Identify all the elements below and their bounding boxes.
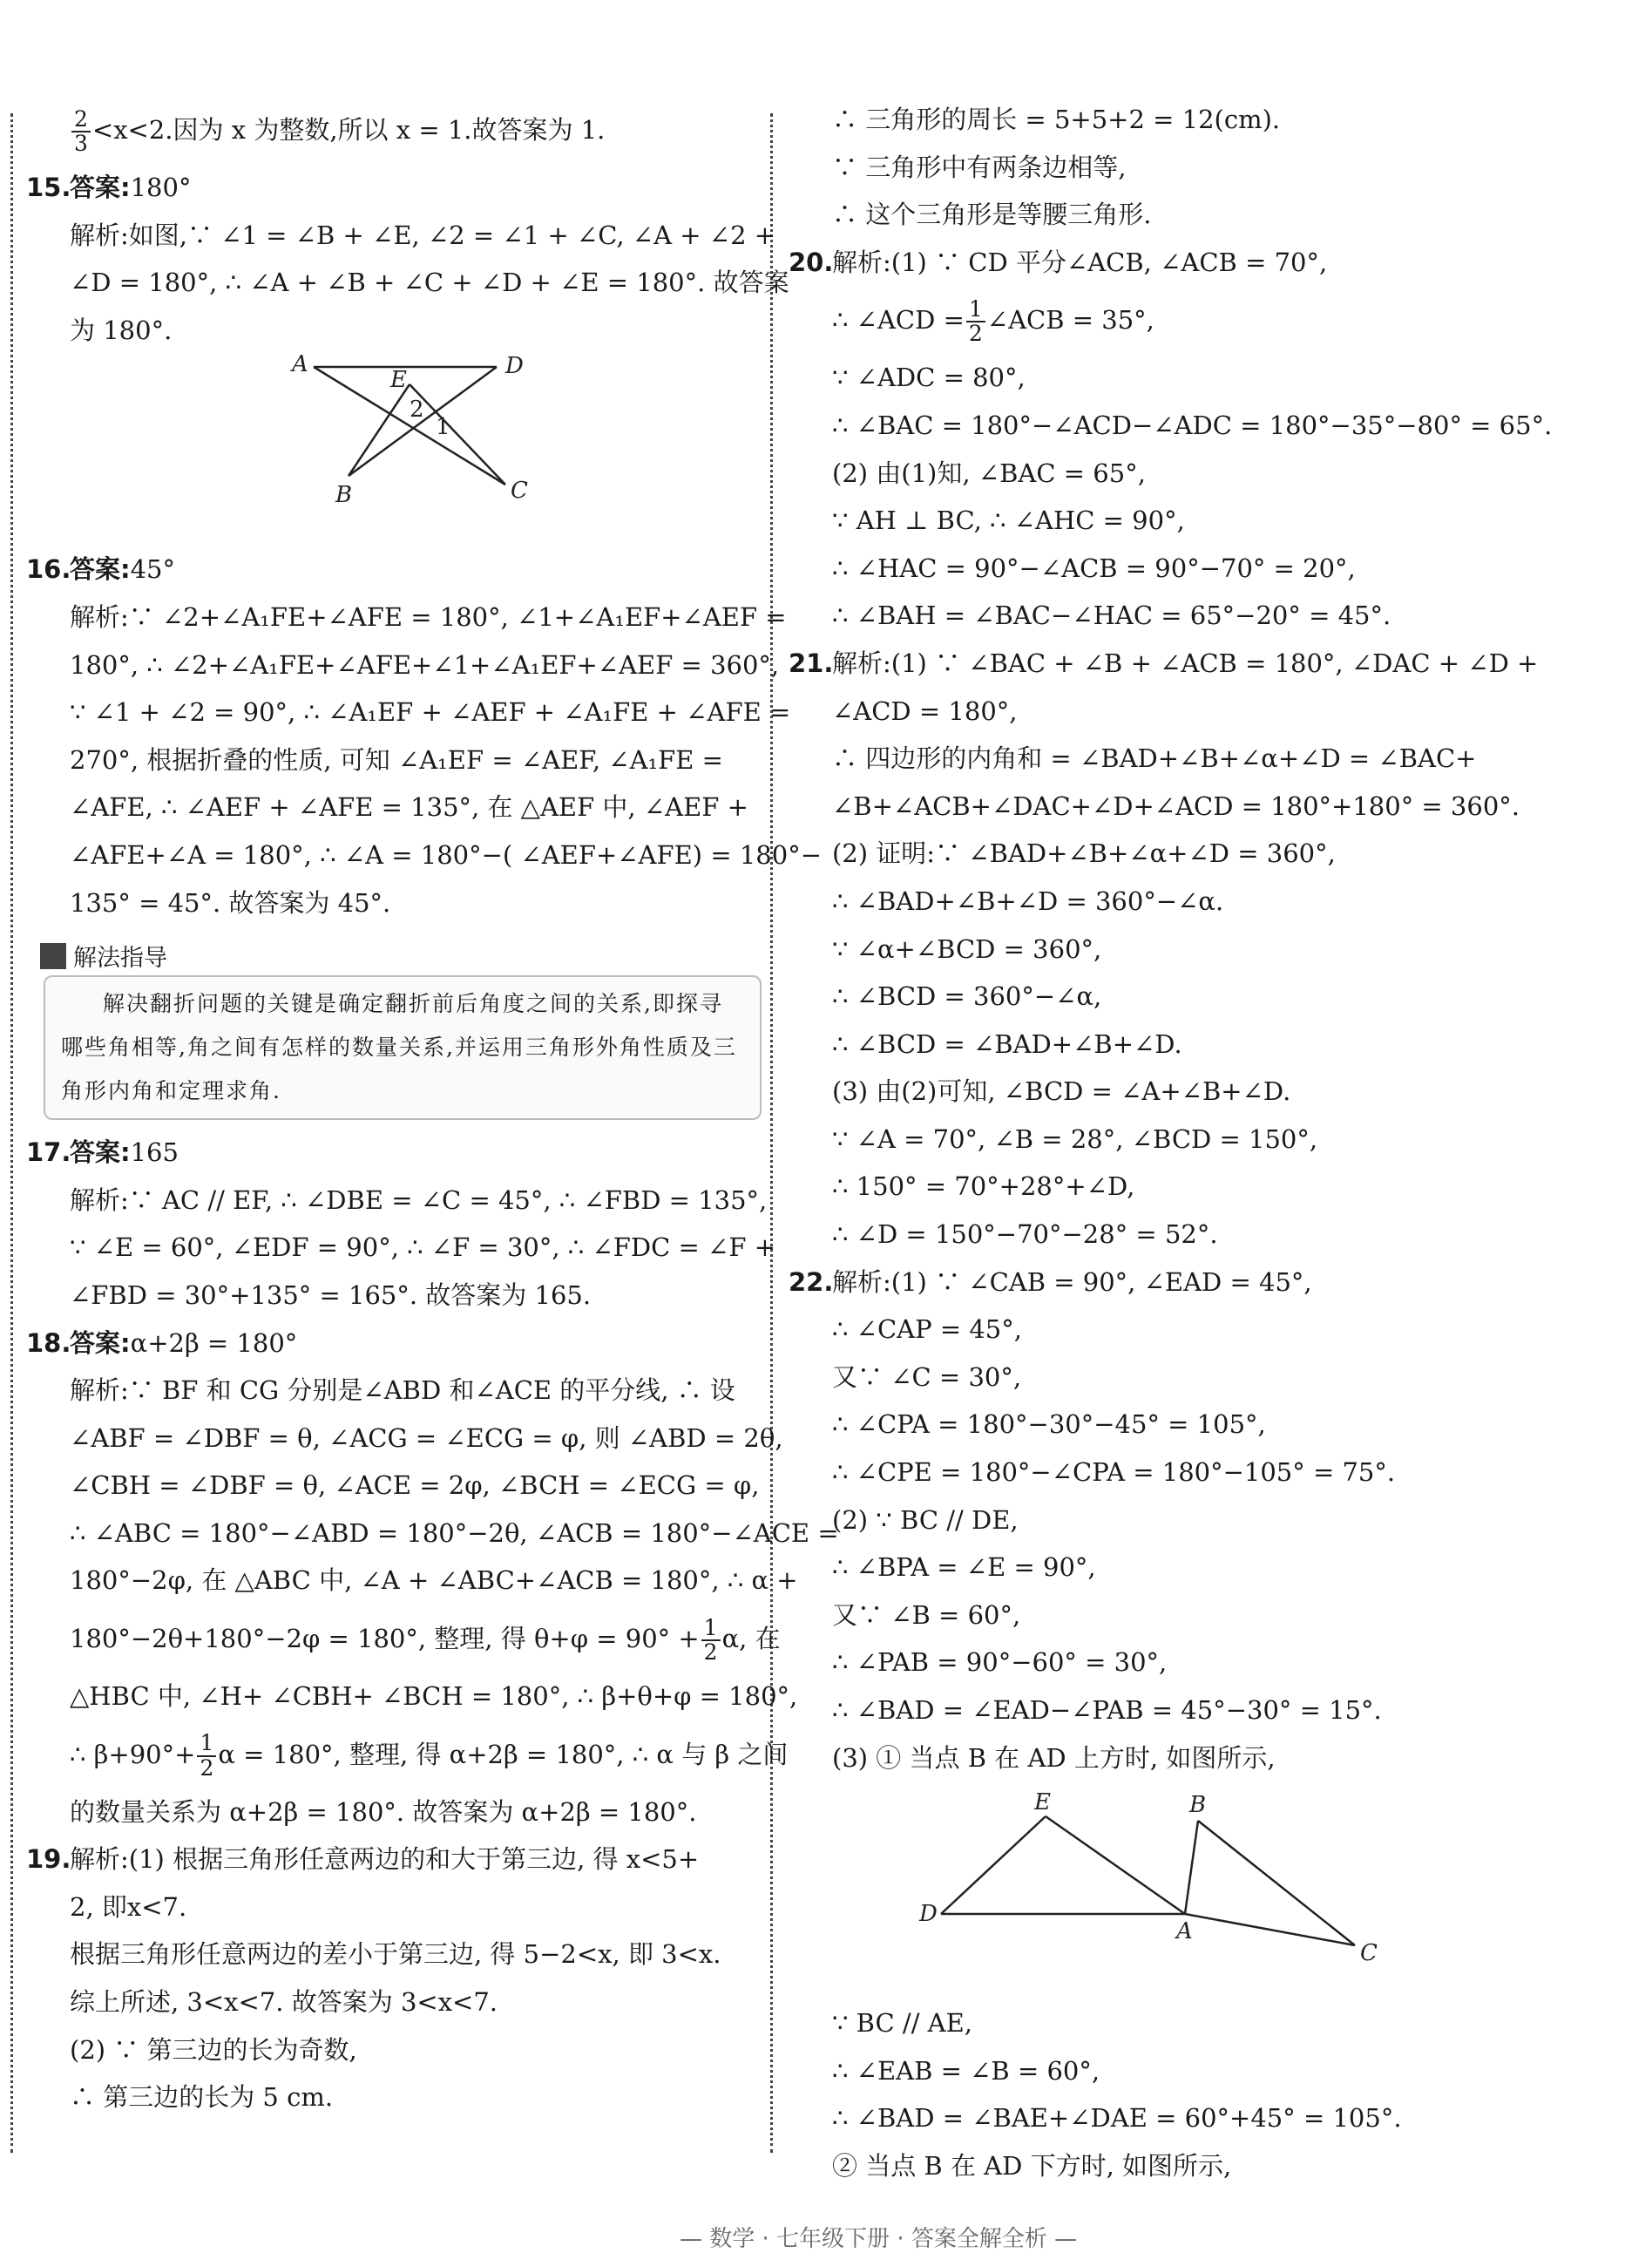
q22-line: (2) ∵ BC // DE,: [832, 1504, 1019, 1535]
q17-answer: 17.答案:165: [26, 1137, 179, 1168]
q21-head: 21.解析:(1) ∵ ∠BAC + ∠B + ∠ACB = 180°, ∠DAC + ∠D +: [789, 648, 1539, 678]
right-column: [789, 96, 1555, 2190]
q22-line: ∴ ∠CAP = 45°,: [832, 1314, 1022, 1345]
q16-line: 135° = 45°. 故答案为 45°.: [70, 887, 391, 918]
q16-line: ∵ ∠1 + ∠2 = 90°, ∴ ∠A₁EF + ∠AEF + ∠A₁FE + ∠AFE =: [70, 697, 791, 728]
q20-line: ∵ AH ⊥ BC, ∴ ∠AHC = 90°,: [832, 506, 1185, 536]
label-angle-2: 2: [410, 397, 424, 424]
q21-line: ∴ 150° = 70°+28°+∠D,: [832, 1171, 1135, 1202]
line-EA: [1046, 1816, 1185, 1914]
left-column: [26, 96, 839, 2121]
tip-box: [44, 945, 762, 1120]
q20-line: ∴ ∠BAC = 180°−∠ACD−∠ADC = 180°−35°−80° = 65°.: [832, 410, 1553, 440]
label-B: B: [335, 482, 353, 509]
q21-line: ∵ ∠A = 70°, ∠B = 28°, ∠BCD = 150°,: [832, 1123, 1318, 1154]
q18-line: ∠ABF = ∠DBF = θ, ∠ACG = ∠ECG = φ, 则 ∠ABD = 2θ,: [70, 1422, 783, 1453]
q18-line: ∠CBH = ∠DBF = θ, ∠ACE = 2φ, ∠BCH = ∠ECG = φ,: [70, 1470, 760, 1501]
q17-line: ∵ ∠E = 60°, ∠EDF = 90°, ∴ ∠F = 30°, ∴ ∠FDC = ∠F +: [70, 1232, 775, 1263]
q22-line: ∴ ∠BAD = ∠EAD−∠PAB = 45°−30° = 15°.: [832, 1695, 1382, 1725]
q22-line: ∴ ∠BPA = ∠E = 90°,: [832, 1552, 1096, 1583]
figure-q22-svg: [789, 1781, 1555, 1999]
q16-line: 180°, ∴ ∠2+∠A₁FE+∠AFE+∠1+∠A₁EF+∠AEF = 360°,: [70, 649, 780, 680]
q22-line: ∵ BC // AE,: [832, 2008, 973, 2039]
label-E: E: [1034, 1789, 1051, 1816]
q21-line: ∴ ∠BAD+∠B+∠D = 360°−∠α.: [832, 886, 1224, 916]
q18-line: △HBC 中, ∠H+ ∠CBH+ ∠BCH = 180°, ∴ β+θ+φ = 180°,: [70, 1681, 798, 1712]
q18-line-fraction: ∴ β+90°+ $\frac{1}{2}$ α = 180°, 整理, 得 α+2β = 180°, ∴ α 与 β 之间: [70, 1730, 789, 1781]
label-A: A: [292, 354, 308, 378]
q21-line: ∵ ∠α+∠BCD = 360°,: [832, 933, 1102, 964]
q20-line: (2) 由(1)知, ∠BAC = 65°,: [832, 458, 1146, 488]
q20-line: ∴ ∠HAC = 90°−∠ACB = 90°−70° = 20°,: [832, 553, 1356, 583]
q17-line: ∠FBD = 30°+135° = 165°. 故答案为 165.: [70, 1279, 592, 1310]
column-divider: [770, 113, 773, 2153]
q21-line: ∴ ∠D = 150°−70°−28° = 52°.: [832, 1219, 1218, 1250]
q21-line: ∴ 四边形的内角和 = ∠BAD+∠B+∠α+∠D = ∠BAC+: [832, 743, 1477, 774]
label-D: D: [505, 354, 524, 380]
line-AC: [1185, 1914, 1355, 1945]
q16-line: ∠AFE, ∴ ∠AEF + ∠AFE = 135°, 在 △AEF 中, ∠AEF +: [70, 792, 748, 823]
tip-icon: [40, 943, 66, 969]
q22-line: ② 当点 B 在 AD 下方时, 如图所示,: [832, 2150, 1232, 2181]
q19-line: ∴ 第三边的长为 5 cm.: [70, 2082, 334, 2113]
q20-head: 20.解析:(1) ∵ CD 平分∠ACB, ∠ACB = 70°,: [789, 247, 1328, 277]
q19-line: 综上所述, 3<x<7. 故答案为 3<x<7.: [70, 1987, 498, 2018]
q21-line: ∴ ∠BCD = ∠BAD+∠B+∠D.: [832, 1028, 1182, 1059]
q16-line: ∠AFE+∠A = 180°, ∴ ∠A = 180°−( ∠AEF+∠AFE) = 180°−: [70, 839, 822, 870]
q16-line: 解析:∵ ∠2+∠A₁FE+∠AFE = 180°, ∠1+∠A₁EF+∠AEF =: [70, 601, 787, 632]
q17-line: 解析:∵ AC // EF, ∴ ∠DBE = ∠C = 45°, ∴ ∠FBD = 135°,: [70, 1184, 768, 1215]
tip-text: 解决翻折问题的关键是确定翻折前后角度之间的关系,即探寻哪些角相等,角之间有怎样的数量关系,并运用三角形外角性质及三角形内角和定理求角.: [61, 991, 737, 1104]
fraction-1-2: $\frac{1}{2}$: [966, 298, 985, 346]
q18-line: 180°−2φ, 在 △ABC 中, ∠A + ∠ABC+∠ACB = 180°, ∴ α +: [70, 1565, 798, 1596]
q22-line: ∴ ∠CPA = 180°−30°−45° = 105°,: [832, 1409, 1266, 1440]
q19-line: (2) ∵ 第三边的长为奇数,: [70, 2034, 357, 2065]
q19-cont-line: ∴ 三角形的周长 = 5+5+2 = 12(cm).: [832, 105, 1281, 134]
label-A: A: [1176, 1918, 1193, 1945]
tip-title: 解法指导: [73, 945, 167, 973]
fraction-2-3: $\frac{2}{3}$: [71, 108, 91, 156]
q22-line: 又∵ ∠C = 30°,: [832, 1361, 1022, 1392]
figure-q15-svg: [26, 354, 758, 546]
q21-line: (2) 证明:∵ ∠BAD+∠B+∠α+∠D = 360°,: [832, 838, 1336, 869]
label-E: E: [390, 367, 407, 394]
fraction-1-2: $\frac{1}{2}$: [197, 1732, 216, 1780]
q18-line: 解析:∵ BF 和 CG 分别是∠ABD 和∠ACE 的平分线, ∴ 设: [70, 1375, 735, 1406]
label-angle-1: 1: [436, 414, 450, 441]
left-margin-line: [10, 113, 13, 2153]
tip-header: [40, 939, 167, 973]
q15-line: 为 180°.: [70, 315, 173, 345]
q19-cont-line: ∴ 这个三角形是等腰三角形.: [832, 200, 1152, 230]
q19-line: 2, 即x<7.: [70, 1891, 187, 1922]
fraction-1-2: $\frac{1}{2}$: [701, 1617, 721, 1665]
figure-q15: [26, 354, 758, 546]
q22-line: ∴ ∠CPE = 180°−∠CPA = 180°−105° = 75°.: [832, 1457, 1396, 1488]
q20-line: ∴ ∠BAH = ∠BAC−∠HAC = 65°−20° = 45°.: [832, 601, 1391, 631]
q22-line: (3) ① 当点 B 在 AD 上方时, 如图所示,: [832, 1742, 1276, 1773]
q22-line: 又∵ ∠B = 60°,: [832, 1599, 1021, 1630]
q16-answer: 16.答案:45°: [26, 554, 176, 585]
q16-line: 270°, 根据折叠的性质, 可知 ∠A₁EF = ∠AEF, ∠A₁FE =: [70, 744, 723, 775]
q15-answer: 15.答案:180°: [26, 173, 192, 202]
q15-line: ∠D = 180°, ∴ ∠A + ∠B + ∠C + ∠D + ∠E = 180°. 故答案: [70, 268, 789, 298]
q20-line-fraction: ∴ ∠ACD = $\frac{1}{2}$ ∠ACB = 35°,: [832, 296, 1154, 347]
q18-line: ∴ ∠ABC = 180°−∠ABD = 180°−2θ, ∠ACB = 180°−∠ACE =: [70, 1517, 839, 1548]
q20-line: ∵ ∠ADC = 80°,: [832, 363, 1026, 393]
q19-line: 根据三角形任意两边的差小于第三边, 得 5−2<x, 即 3<x.: [70, 1939, 721, 1970]
q15-line: 解析:如图,∵ ∠1 = ∠B + ∠E, ∠2 = ∠1 + ∠C, ∠A + ∠2 +: [70, 220, 776, 250]
line-BC: [1198, 1821, 1355, 1945]
line-BE: [349, 384, 410, 476]
q22-line: ∴ ∠PAB = 90°−60° = 30°,: [832, 1647, 1168, 1678]
q19-head: 19.解析:(1) 根据三角形任意两边的和大于第三边, 得 x<5+: [26, 1844, 700, 1875]
label-C: C: [511, 478, 528, 505]
q18-line-fraction: 180°−2θ+180°−2φ = 180°, 整理, 得 θ+φ = 90° + $\frac{1}{2}$ α, 在: [70, 1614, 781, 1666]
label-B: B: [1189, 1792, 1207, 1819]
q21-line: ∠ACD = 180°,: [832, 696, 1018, 726]
q21-line: ∠B+∠ACB+∠DAC+∠D+∠ACD = 180°+180° = 360°.: [832, 791, 1520, 821]
line-ED: [941, 1816, 1046, 1914]
q18-line: 的数量关系为 α+2β = 180°. 故答案为 α+2β = 180°.: [70, 1796, 697, 1827]
label-D: D: [919, 1901, 938, 1928]
q22-line: ∴ ∠BAD = ∠BAE+∠DAE = 60°+45° = 105°.: [832, 2103, 1402, 2134]
q22-head: 22.解析:(1) ∵ ∠CAB = 90°, ∠EAD = 45°,: [789, 1266, 1312, 1297]
q19-cont-line: ∵ 三角形中有两条边相等,: [832, 152, 1127, 182]
figure-q22: [789, 1781, 1555, 1999]
line-AB: [1185, 1821, 1198, 1914]
page-footer: — 数学 · 七年级下册 · 答案全解全析 —: [680, 2226, 1078, 2252]
q14-tail: $\frac{2}{3}$ <x<2.因为 x 为整数,所以 x = 1.故答案为 1.: [26, 96, 758, 164]
q21-line: (3) 由(2)可知, ∠BCD = ∠A+∠B+∠D.: [832, 1076, 1291, 1107]
q22-line: ∴ ∠EAB = ∠B = 60°,: [832, 2055, 1100, 2086]
label-C: C: [1360, 1940, 1378, 1967]
q18-answer: 18.答案:α+2β = 180°: [26, 1327, 298, 1358]
q21-line: ∴ ∠BCD = 360°−∠α,: [832, 981, 1102, 1012]
